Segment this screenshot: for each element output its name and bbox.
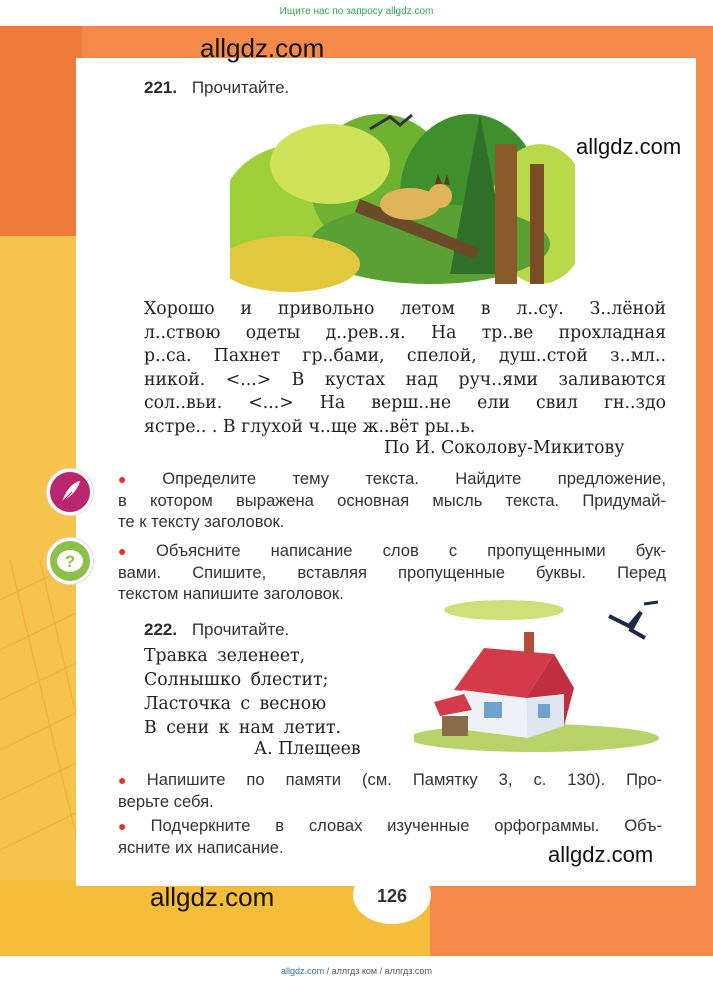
red-dot-bullet: ● (118, 471, 159, 487)
exercise-instruction: Прочитайте. (191, 620, 290, 639)
question-mark-icon (47, 538, 93, 584)
diagonal-lines-decor (0, 560, 82, 880)
house-swallow-illustration (414, 598, 670, 754)
exercise-221-text (144, 298, 666, 439)
task-line: Напишите по памяти (см. Памятку 3, с. 130). Про- (146, 770, 662, 789)
background-left-top (0, 26, 82, 236)
text-line: Хорошо и привольно летом в л..су. З..лёной (144, 299, 666, 319)
exercise-number: 221. (144, 78, 178, 97)
task-line: Подчеркните в словах изученные орфограммы. Объ- (150, 816, 662, 835)
text-line: никой. <...> В кустах над руч..ями заливаются (144, 369, 666, 390)
top-search-note: Ищите нас по запросу allgdz.com (279, 6, 434, 17)
alt-name: аллгдз ком (331, 966, 378, 976)
exercise-222-task-1 (118, 769, 662, 812)
exercise-222-author: А. Плещеев (254, 739, 361, 759)
task-line: Определите тему текста. Найдите предложение, (162, 469, 666, 488)
site-link[interactable]: allgdz.com (281, 966, 325, 976)
text-line: л..ствою одеты д..рев..я. На тр..ве прохладная (144, 322, 666, 343)
watermark: allgdz.com (200, 33, 325, 63)
poem-line: Травка зеленеет, (144, 646, 306, 666)
separator: / (326, 966, 330, 976)
background-bottom-right (430, 880, 713, 956)
alt-name: аллгдз.com (384, 966, 432, 976)
exercise-221-author: По И. Соколову-Микитову (384, 438, 625, 458)
task-line: Объясните написание слов с пропущенными бук- (155, 541, 666, 560)
page-number: 126 (376, 886, 408, 906)
task-line: вами. Спишите, вставляя пропущенные буквы. Перед (118, 562, 666, 582)
text-line: р..са. Пахнет гр..бами, спелой, душ..стой з..мл.. (144, 346, 666, 366)
watermark: allgdz.com (576, 134, 682, 159)
svg-text:?: ? (64, 552, 76, 571)
exercise-221-task-1 (118, 468, 666, 533)
red-dot-bullet: ● (118, 818, 147, 834)
task-line: верьте себя. (118, 791, 214, 811)
exercise-221-header (144, 78, 289, 98)
feather-pen-icon (47, 469, 93, 515)
red-dot-bullet: ● (118, 772, 143, 788)
exercise-222-poem (144, 644, 341, 740)
text-line: сол..вьи. <...> На верш..не ели свил гн..здо (144, 393, 666, 413)
poem-line: Солнышко блестит; (144, 670, 329, 690)
poem-line: В сени к нам летит. (144, 718, 342, 738)
separator: / (379, 966, 383, 976)
red-dot-bullet: ● (118, 543, 152, 559)
exercise-instruction: Прочитайте. (191, 78, 290, 97)
exercise-number: 222. (144, 620, 178, 639)
task-line: ясните их написание. (118, 837, 284, 857)
watermark: allgdz.com (548, 842, 654, 867)
watermark: allgdz.com (150, 882, 275, 912)
bottom-links (0, 966, 713, 976)
forest-lynx-illustration (230, 104, 575, 292)
task-line: в котором выражена основная мысль текста. Придумай- (118, 490, 666, 510)
task-line: текстом напишите заголовок. (118, 584, 344, 603)
poem-line: Ласточка с весною (144, 694, 327, 714)
text-line: ястре.. . В глухой ч..ще ж..вёт ры..ь. (144, 416, 476, 437)
task-line: те к тексту заголовок. (118, 512, 285, 531)
exercise-221-task-2 (118, 540, 666, 605)
exercise-222-header (144, 620, 289, 640)
